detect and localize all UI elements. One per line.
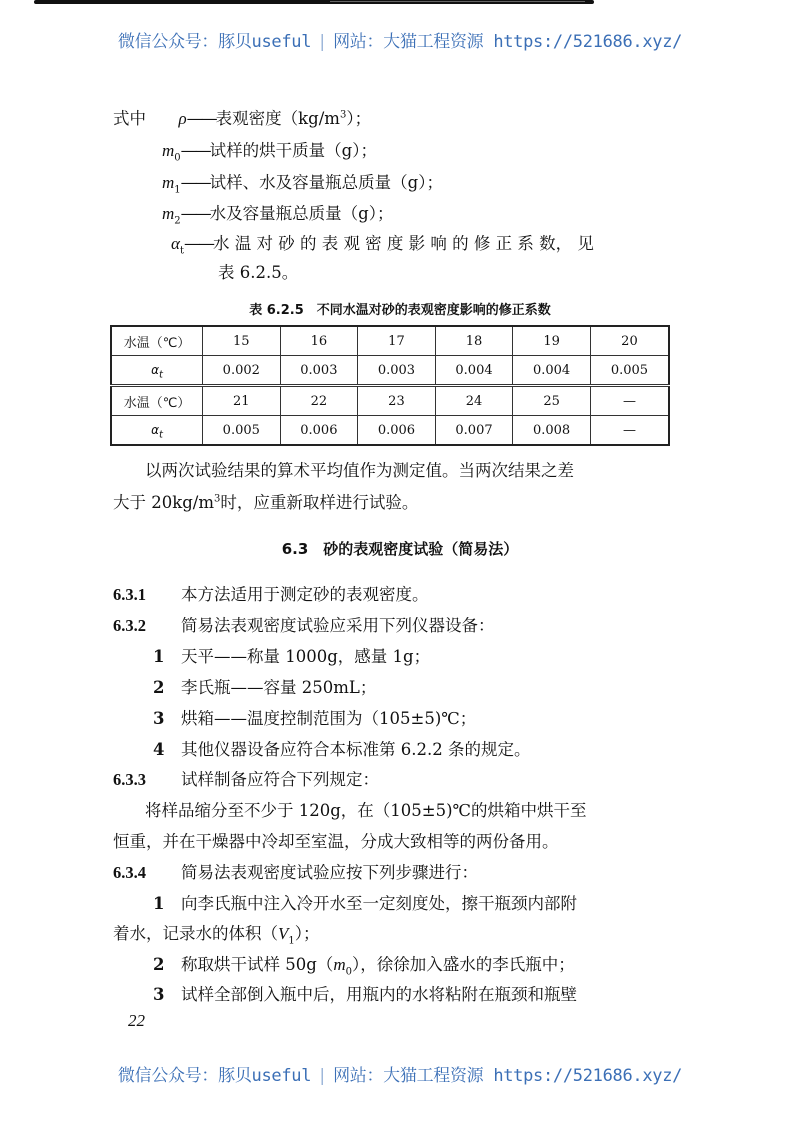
table-cell: 24 (435, 386, 513, 416)
em-dash: —— (180, 141, 210, 160)
text: ），徐徐加入盛水的李氏瓶中； (351, 955, 575, 974)
alpha-symbol: α (151, 363, 159, 377)
definition-rho (113, 108, 371, 130)
table-row (111, 326, 669, 356)
table-row (111, 386, 669, 416)
watermark-website: 网站：大猫工程资源 https://521686.xyz/ (333, 1066, 683, 1086)
em-dash: —— (183, 234, 213, 253)
table-cell: 0.007 (435, 416, 513, 446)
watermark-bottom (0, 1061, 800, 1086)
definition-m2 (162, 203, 393, 225)
em-dash: —— (180, 173, 210, 192)
watermark-wechat: 微信公众号：豚贝useful (117, 1066, 312, 1086)
text: 大于 20kg/m (113, 493, 215, 512)
table-cell: 21 (203, 386, 281, 416)
watermark-top (0, 27, 800, 52)
subscript: 2 (174, 215, 181, 227)
definition-m0 (162, 140, 377, 162)
paragraph-average-line2 (113, 492, 418, 514)
table-cell: 0.003 (358, 356, 436, 386)
symbol-m: m (162, 204, 175, 223)
clause-number: 6.3.4 (113, 863, 146, 882)
clause-number: 6.3.1 (113, 585, 146, 604)
symbol-m: m (333, 955, 346, 974)
subscript: 0 (174, 152, 181, 164)
table-cell: 0.008 (513, 416, 591, 446)
watermark-separator: | (317, 32, 328, 52)
clause-6-3-2 (113, 615, 495, 637)
correction-coefficient-table (110, 325, 670, 446)
clause-text: 试样制备应符合下列规定： (181, 770, 379, 789)
watermark-separator: | (317, 1066, 328, 1086)
clause-number: 6.3.2 (113, 616, 146, 635)
table-cell: 0.005 (203, 416, 281, 446)
table-cell: — (590, 386, 669, 416)
list-item-continuation (113, 923, 320, 945)
symbol-rho: ρ (178, 109, 187, 128)
subscript: 1 (288, 935, 295, 947)
table-cell: 15 (203, 326, 281, 356)
item-text: 李氏瓶——容量 250mL； (181, 678, 377, 697)
table-cell: 25 (513, 386, 591, 416)
clause-text: 本方法适用于测定砂的表观密度。 (181, 585, 429, 604)
table-cell: 0.006 (280, 416, 358, 446)
clause-number: 6.3.3 (113, 770, 146, 789)
text: 称取烘干试样 50g（ (181, 955, 334, 974)
superscript: 3 (214, 493, 221, 505)
header-temp: 水温（℃） (111, 326, 203, 356)
table-cell: 20 (590, 326, 669, 356)
table-cell: 19 (513, 326, 591, 356)
item-text: 其他仪器设备应符合本标准第 6.2.2 条的规定。 (181, 740, 531, 759)
text: 着水，记录水的体积（ (113, 924, 278, 943)
list-item (153, 739, 530, 761)
item-number: 1 (153, 894, 165, 913)
table-cell: — (590, 416, 669, 446)
clause-6-3-1 (113, 584, 429, 606)
item-number: 3 (153, 709, 165, 728)
list-item (153, 893, 577, 915)
em-dash: —— (180, 204, 210, 223)
definition-text: 试样、水及容量瓶总质量（g）； (209, 173, 443, 192)
em-dash: —— (186, 109, 216, 128)
symbol-alpha: α (171, 234, 180, 253)
alpha-symbol: α (151, 423, 159, 437)
definition-text: 水及容量瓶总质量（g）； (209, 204, 394, 223)
definition-continuation: 表 6.2.5。 (218, 263, 299, 282)
text: ）； (294, 924, 320, 943)
item-number: 1 (153, 647, 165, 666)
item-number: 2 (153, 678, 165, 697)
watermark-website: 网站：大猫工程资源 https://521686.xyz/ (333, 32, 683, 52)
text: 时，应重新取样进行试验。 (220, 493, 419, 512)
subscript: t (159, 429, 163, 441)
table-cell: 0.005 (590, 356, 669, 386)
subscript: t (159, 369, 163, 381)
clause-text: 简易法表观密度试验应采用下列仪器设备： (181, 616, 495, 635)
page-number: 22 (128, 1011, 145, 1030)
definition-text: 试样的烘干质量（g）； (209, 141, 377, 160)
table-cell: 0.002 (203, 356, 281, 386)
definition-m1 (162, 172, 443, 194)
superscript: 3 (339, 109, 347, 121)
list-item (153, 646, 430, 668)
table-cell: 23 (358, 386, 436, 416)
definition-alpha (171, 233, 594, 255)
subscript: t (179, 245, 184, 257)
symbol-v: V (278, 924, 289, 943)
table-cell: 0.004 (513, 356, 591, 386)
symbol-m: m (162, 173, 175, 192)
header-alpha (111, 416, 203, 446)
definition-intro: 式中 (113, 109, 146, 128)
table-cell: 0.004 (435, 356, 513, 386)
clause-text: 简易法表观密度试验应按下列步骤进行： (181, 863, 478, 882)
subscript: 0 (345, 966, 352, 978)
clause-6-3-3 (113, 769, 379, 791)
paragraph-average-line1: 以两次试验结果的算术平均值作为测定值。当两次结果之差 (145, 461, 574, 480)
table-cell: 16 (280, 326, 358, 356)
list-item (153, 708, 476, 730)
watermark-wechat: 微信公众号：豚贝useful (117, 32, 312, 52)
item-number: 2 (153, 955, 165, 974)
item-text: 烘箱——温度控制范围为（105±5)℃； (181, 709, 477, 728)
item-text: 试样全部倒入瓶中后，用瓶内的水将粘附在瓶颈和瓶壁 (181, 985, 577, 1004)
item-number: 3 (153, 985, 165, 1004)
header-alpha (111, 356, 203, 386)
clause-6-3-3-para-line1: 将样品缩分至不少于 120g，在（105±5)℃的烘箱中烘干至 (145, 801, 587, 820)
list-item (153, 984, 577, 1006)
clause-6-3-3-para-line2: 恒重，并在干燥器中冷却至室温，分成大致相等的两份备用。 (113, 832, 559, 851)
item-text: 向李氏瓶中注入冷开水至一定刻度处，擦干瓶颈内部附 (181, 894, 577, 913)
item-number: 4 (153, 740, 165, 759)
table-cell: 18 (435, 326, 513, 356)
subscript: 1 (174, 184, 181, 196)
table-title: 表 6.2.5 不同水温对砂的表观密度影响的修正系数 (249, 303, 551, 318)
table-cell: 0.006 (358, 416, 436, 446)
header-temp: 水温（℃） (111, 386, 203, 416)
section-title: 6.3 砂的表观密度试验（简易法） (281, 540, 519, 558)
table-cell: 22 (280, 386, 358, 416)
list-item (153, 954, 575, 976)
list-item (153, 677, 376, 699)
definition-text: 水 温 对 砂 的 表 观 密 度 影 响 的 修 正 系 数， 见 (212, 234, 594, 253)
page-top-border-thin (330, 1, 585, 2)
definition-text: 表观密度（kg/m (215, 109, 340, 128)
table-row (111, 356, 669, 386)
clause-6-3-4 (113, 862, 478, 884)
table-cell: 17 (358, 326, 436, 356)
item-text: 天平——称量 1000g，感量 1g； (181, 647, 431, 666)
definition-tail: ）； (346, 109, 372, 128)
symbol-m: m (162, 141, 175, 160)
table-row (111, 416, 669, 446)
table-cell: 0.003 (280, 356, 358, 386)
